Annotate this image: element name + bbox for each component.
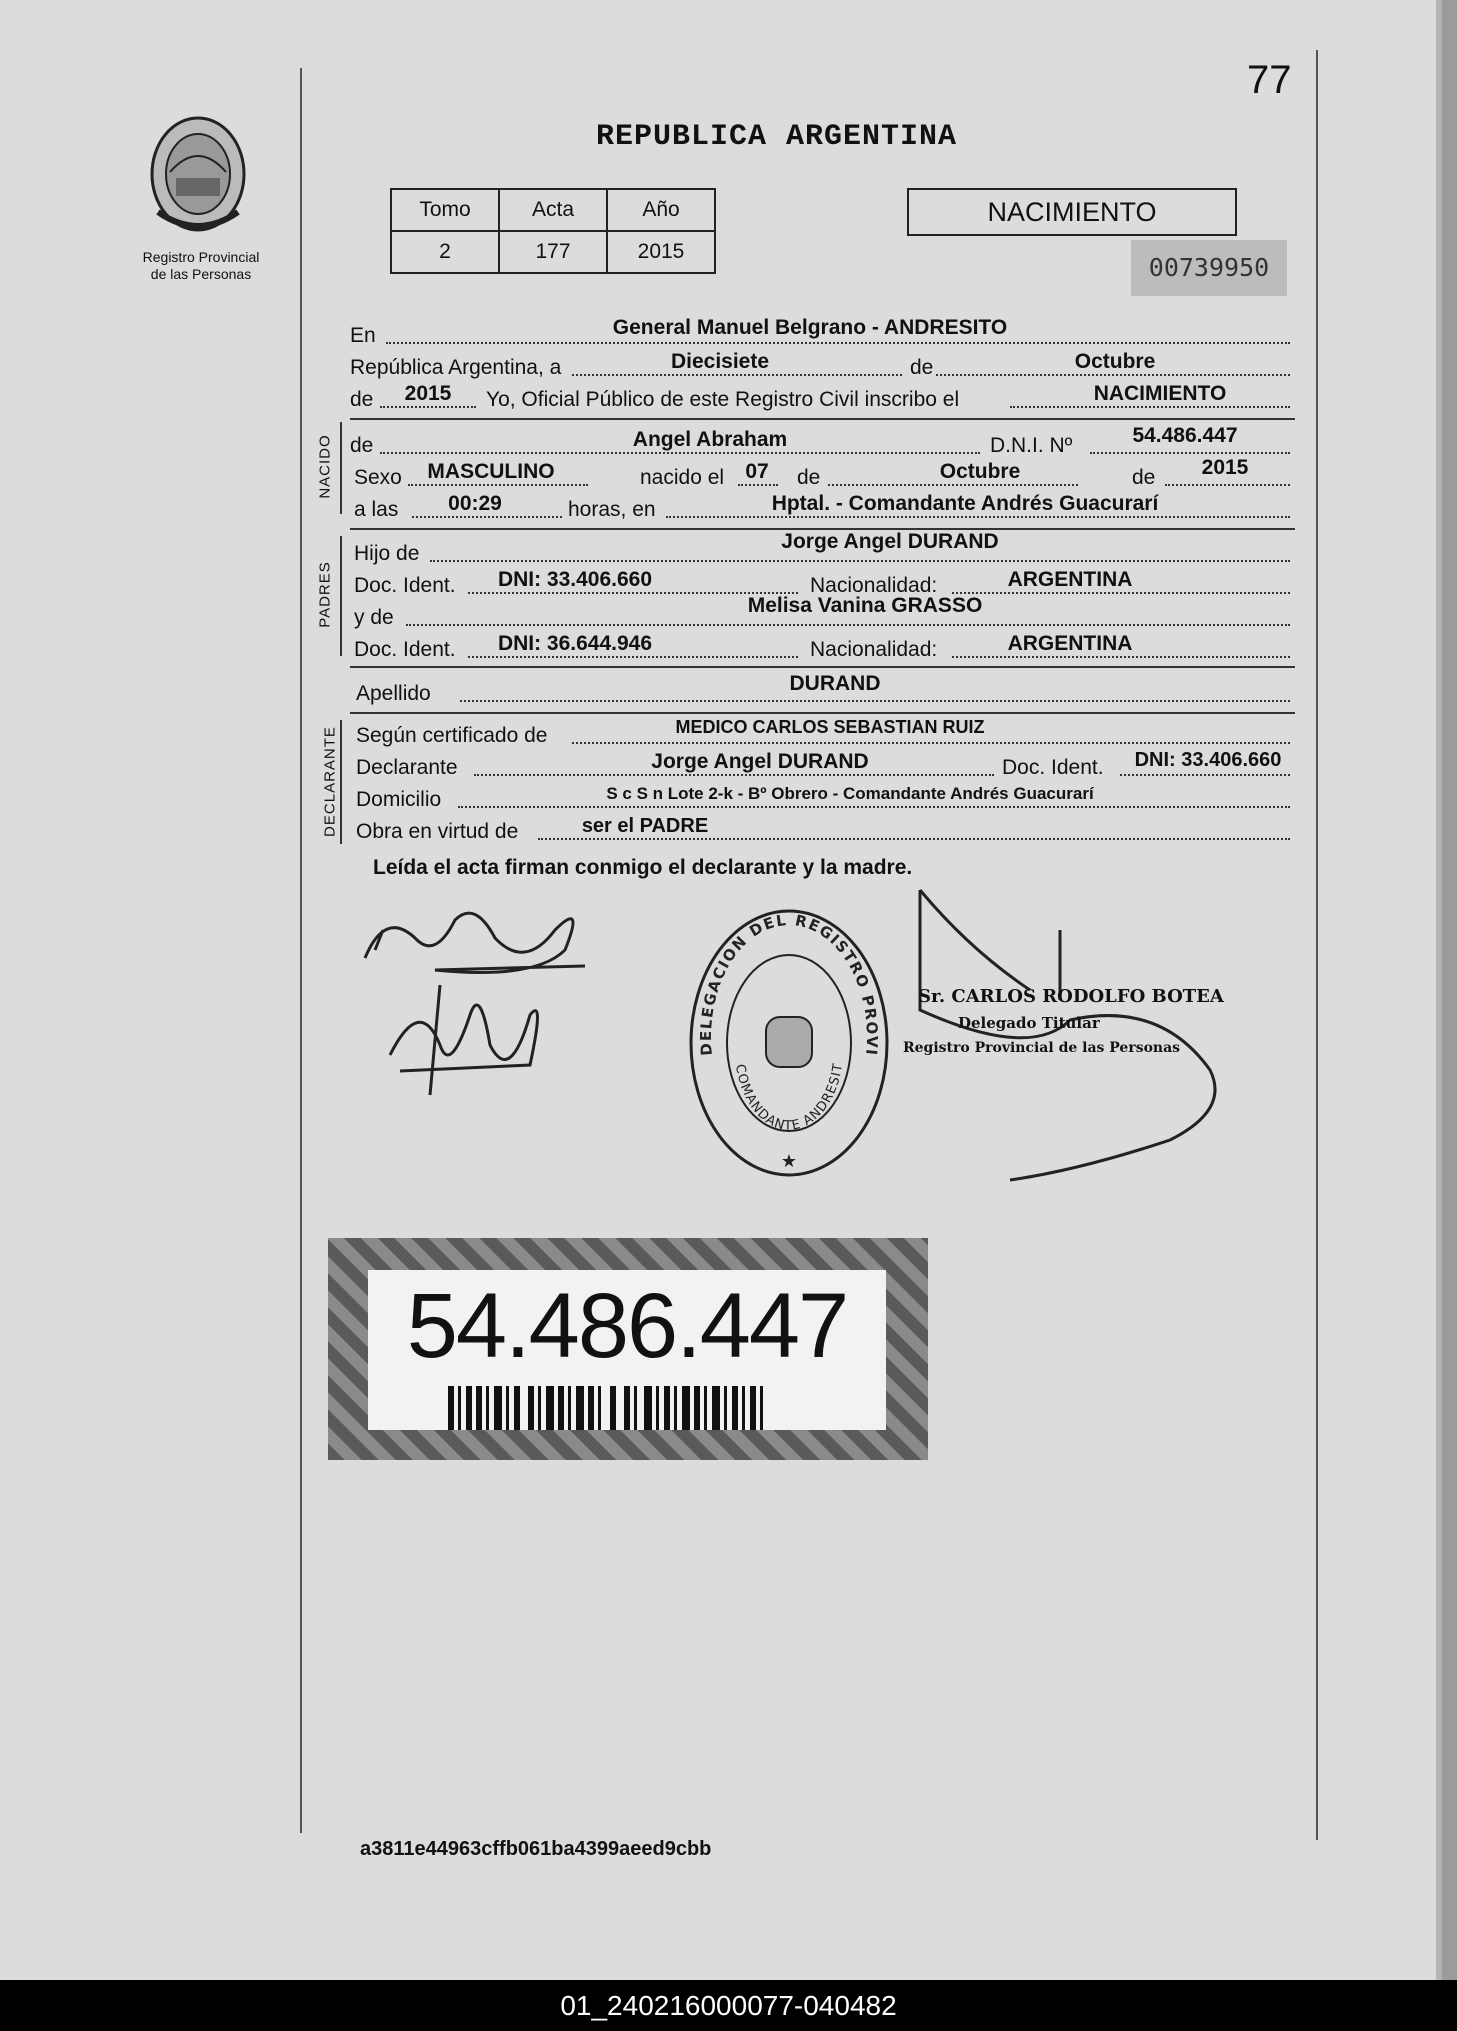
dots xyxy=(380,452,980,454)
dots xyxy=(1120,774,1290,776)
label-nacionalidad-mother: Nacionalidad: xyxy=(810,638,938,661)
dots xyxy=(460,700,1290,702)
dots xyxy=(386,342,1290,344)
row-republica xyxy=(350,350,1290,380)
official-name: Sr. CARLOS RODOLFO BOTEA xyxy=(918,986,1224,1007)
section-nacido: NACIDO xyxy=(316,434,334,499)
value-mother-doc: DNI: 36.644.946 xyxy=(497,632,653,655)
page-edge-shadow xyxy=(1436,0,1457,1980)
dots xyxy=(936,374,1290,376)
record-table xyxy=(390,188,716,274)
section-declarante: DECLARANTE xyxy=(321,726,339,837)
nacido-bracket xyxy=(340,422,342,514)
label-declarante-doc: Doc. Ident. xyxy=(1002,756,1104,779)
value-declarante-doc: DNI: 33.406.660 xyxy=(1134,749,1282,771)
right-margin-line xyxy=(1316,50,1318,1840)
row-a-las xyxy=(350,492,1290,522)
document-title: REPUBLICA ARGENTINA xyxy=(596,120,958,154)
value-acta: 177 xyxy=(499,231,607,273)
dots xyxy=(406,624,1290,626)
row-declarante xyxy=(350,750,1290,780)
svg-text:★: ★ xyxy=(780,1151,798,1171)
label-doc-mother: Doc. Ident. xyxy=(354,638,456,661)
dots xyxy=(828,484,1078,486)
document-hash: a3811e44963cffb061ba4399aeed9cbb xyxy=(360,1838,712,1860)
value-certificado: MEDICO CARLOS SEBASTIAN RUIZ xyxy=(675,717,985,737)
divider xyxy=(350,666,1295,668)
label-de3: de xyxy=(1132,466,1156,489)
row-hijo-de xyxy=(350,530,1290,566)
dni-sticker xyxy=(328,1238,928,1460)
label-obra: Obra en virtud de xyxy=(356,820,519,843)
label-dni: D.N.I. Nº xyxy=(990,434,1073,457)
value-birth-time: 00:29 xyxy=(448,492,502,515)
value-birth-year: 2015 xyxy=(1201,456,1249,479)
left-margin-line xyxy=(300,68,302,1833)
row-apellido xyxy=(350,672,1290,706)
value-domicilio: S c S n Lote 2-k - Bº Obrero - Comandante Andrés Guacurarí xyxy=(606,784,1094,803)
header-tomo: Tomo xyxy=(391,189,499,231)
row-year xyxy=(350,382,1290,412)
row-certificado xyxy=(350,718,1290,748)
label-nacido-de: de xyxy=(350,434,374,457)
row-obra xyxy=(350,814,1290,844)
header-acta: Acta xyxy=(499,189,607,231)
province-seal-logo xyxy=(138,112,258,242)
logo-caption xyxy=(118,249,284,283)
value-apellido: DURAND xyxy=(789,672,881,695)
divider xyxy=(350,418,1295,420)
value-birth-place: Hptal. - Comandante Andrés Guacurarí xyxy=(771,492,1159,515)
value-obra: ser el PADRE xyxy=(581,815,709,837)
dots xyxy=(380,406,476,408)
value-mother-name: Melisa Vanina GRASSO xyxy=(747,594,983,617)
divider xyxy=(350,712,1295,714)
value-father-name: Jorge Angel DURAND xyxy=(781,530,999,553)
label-yo: Yo, Oficial Público de este Registro Civil inscribo el xyxy=(486,388,960,411)
value-en: General Manuel Belgrano - ANDRESITO xyxy=(612,316,1008,339)
logo-caption-line1: Registro Provincial xyxy=(142,249,260,265)
label-horas: horas, en xyxy=(568,498,656,521)
value-inscribo: NACIMIENTO xyxy=(1093,382,1227,405)
dots xyxy=(572,742,1290,744)
label-certificado: Según certificado de xyxy=(356,724,548,747)
label-de: de xyxy=(910,356,934,379)
value-sexo: MASCULINO xyxy=(427,460,555,483)
record-type-box: NACIMIENTO xyxy=(907,188,1237,236)
value-declarante: Jorge Angel DURAND xyxy=(651,750,869,773)
value-child-dni: 54.486.447 xyxy=(1132,424,1238,447)
closing-text: Leída el acta firman conmigo el declarante y la madre. xyxy=(373,856,913,879)
mother-signature xyxy=(380,975,560,1105)
label-domicilio: Domicilio xyxy=(356,788,442,811)
value-ano: 2015 xyxy=(607,231,715,273)
footer-id: 01_240216000077-040482 xyxy=(0,1980,1457,2031)
label-sexo: Sexo xyxy=(354,466,402,489)
page-number: 77 xyxy=(1247,58,1292,102)
label-doc-father: Doc. Ident. xyxy=(354,574,456,597)
label-y-de: y de xyxy=(354,606,394,629)
label-republica: República Argentina, a xyxy=(350,356,562,379)
value-day: Diecisiete xyxy=(670,350,770,373)
label-hijo-de: Hijo de xyxy=(354,542,420,565)
row-en xyxy=(350,318,1290,348)
stamp-inner-text: COMANDANTE ANDRESIT xyxy=(731,1061,847,1134)
dots xyxy=(666,516,1290,518)
dots xyxy=(408,484,588,486)
label-nacido-el: nacido el xyxy=(640,466,725,489)
label-apellido: Apellido xyxy=(356,682,431,705)
value-child-name: Angel Abraham xyxy=(632,428,788,451)
row-sexo xyxy=(350,456,1290,490)
row-y-de xyxy=(350,594,1290,630)
value-mother-nationality: ARGENTINA xyxy=(1007,632,1133,655)
row-domicilio xyxy=(350,782,1290,812)
dots xyxy=(952,656,1290,658)
value-father-nationality: ARGENTINA xyxy=(1007,568,1133,591)
value-father-doc: DNI: 33.406.660 xyxy=(497,568,653,591)
label-en: En xyxy=(350,324,376,347)
dni-sticker-label xyxy=(368,1270,886,1430)
barcode xyxy=(448,1386,808,1430)
logo-caption-line2: de las Personas xyxy=(150,266,252,282)
value-birth-month: Octubre xyxy=(939,460,1021,483)
official-title: Delegado Titular xyxy=(958,1014,1100,1032)
dots xyxy=(1010,406,1290,408)
label-a-las: a las xyxy=(354,498,399,521)
dni-sticker-number: 54.486.447 xyxy=(406,1275,848,1377)
row-mother-doc xyxy=(350,632,1290,662)
header-ano: Año xyxy=(607,189,715,231)
dots xyxy=(1165,484,1290,486)
dots xyxy=(538,838,1290,840)
official-office: Registro Provincial de las Personas xyxy=(903,1040,1181,1056)
registry-oval-stamp xyxy=(686,905,892,1181)
dots xyxy=(468,656,798,658)
dots xyxy=(572,374,902,376)
dots xyxy=(474,774,994,776)
padres-bracket xyxy=(340,536,342,656)
declarante-bracket xyxy=(340,720,342,844)
value-birth-day: 07 xyxy=(745,460,769,483)
label-year-de: de xyxy=(350,388,374,411)
value-year: 2015 xyxy=(404,382,452,405)
dots xyxy=(430,560,1290,562)
label-declarante: Declarante xyxy=(356,756,458,779)
dots xyxy=(738,484,778,486)
stamp-outer-text: DELEGACION DEL REGISTRO PROVI xyxy=(696,910,882,1058)
label-de2: de xyxy=(797,466,821,489)
value-tomo: 2 xyxy=(391,231,499,273)
dots xyxy=(1090,452,1290,454)
serial-number: 00739950 xyxy=(1131,240,1287,296)
row-nacido-name xyxy=(350,424,1290,458)
label-nacionalidad-father: Nacionalidad: xyxy=(810,574,938,597)
dots xyxy=(412,516,562,518)
section-padres: PADRES xyxy=(316,561,334,628)
dots xyxy=(458,806,1290,808)
value-month: Octubre xyxy=(1074,350,1156,373)
